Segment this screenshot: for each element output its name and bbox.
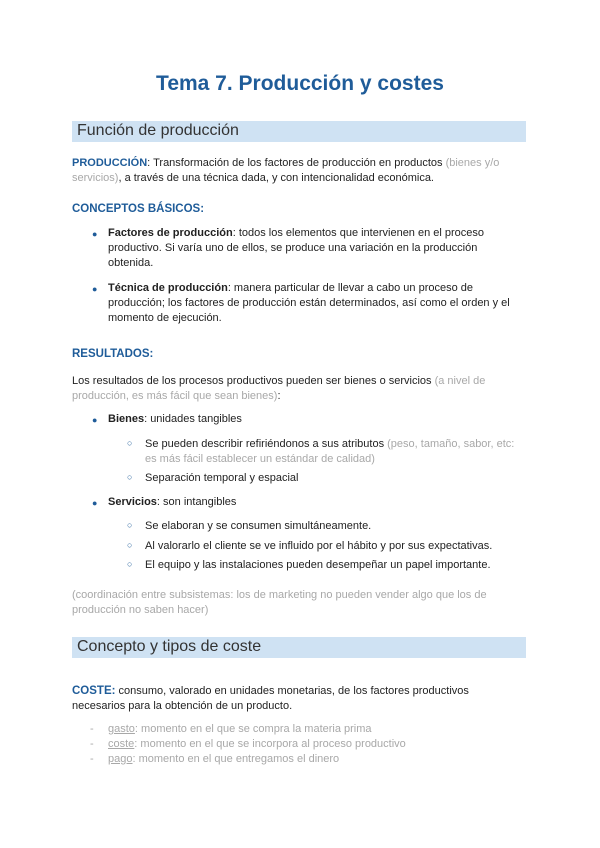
servicios-text: : son intangibles [156, 496, 237, 508]
bienes-item [108, 412, 528, 427]
tipo-text: : momento en el que entregamos el dinero [132, 753, 340, 765]
resultados-text1: Los resultados de los procesos productivos pueden ser bienes o servicios [72, 375, 435, 387]
coordinacion-line: producción no saben hacer) [72, 604, 209, 616]
coordinacion-line: (coordinación entre subsistemas: los de marketing no pueden vender algo que los de [72, 589, 487, 601]
produccion-colon: : [147, 157, 151, 169]
bullet-icon: ● [92, 415, 98, 425]
sub-bullet-icon: ○ [127, 559, 133, 569]
servicios-term: Servicios [108, 496, 157, 508]
conceptos-heading: CONCEPTOS BÁSICOS: [72, 203, 205, 215]
servicios-item [108, 495, 528, 510]
concepto-factores [108, 226, 528, 271]
section-heading-text: Función de producción [77, 122, 239, 139]
bienes-subitem [145, 471, 528, 486]
sub-bullet-icon: ○ [127, 520, 133, 530]
coste-line: consumo, valorado en unidades monetarias, de los factores productivos [115, 685, 469, 697]
tipo-term: pago [108, 753, 133, 765]
dash-bullet: - [90, 753, 94, 765]
produccion-grey2: servicios) [72, 172, 119, 184]
coordinacion-note [72, 588, 527, 618]
tipo-coste-item [108, 753, 339, 765]
servicios-subitem: Se elaboran y se consumen simultáneamente. [145, 520, 372, 532]
tipo-text: : momento en el que se incorpora al proceso productivo [134, 738, 406, 750]
sub-bullet-icon: ○ [127, 540, 133, 550]
bullet-icon: ● [92, 229, 98, 239]
bullet-icon: ● [92, 284, 98, 294]
subitem-text: Se pueden describir refiriéndonos a sus atributos [145, 438, 388, 450]
concepto-line: : todos los elementos que intervienen en el proceso [232, 227, 485, 239]
servicios-subitem: Al valorarlo el cliente se ve influido por el hábito y por sus expectativas. [145, 540, 493, 552]
concepto-line: momento de ejecución. [108, 312, 222, 324]
bullet-icon: ● [92, 498, 98, 508]
produccion-term: PRODUCCIÓN [72, 157, 148, 169]
coste-paragraph [72, 684, 527, 714]
dash-bullet: - [90, 738, 94, 750]
subitem-grey2: es más fácil establecer un estándar de calidad) [145, 453, 375, 465]
tipo-coste-item [108, 738, 406, 750]
coste-line: necesarios para la obtención de un producto. [72, 700, 293, 712]
concepto-line: : manera particular de llevar a cabo un proceso de [227, 282, 474, 294]
produccion-text1: Transformación de los factores de producción en productos [150, 157, 446, 169]
section-heading-concepto-coste [72, 637, 526, 658]
resultados-paragraph [72, 374, 527, 404]
concepto-line: productivo. Si varía uno de ellos, se produce una variación en la producción [108, 242, 478, 254]
tipo-text: : momento en el que se compra la materia prima [134, 723, 372, 735]
concepto-term: Técnica de producción [108, 282, 228, 294]
subitem-grey1: (peso, tamaño, sabor, etc: [387, 438, 515, 450]
resultados-heading: RESULTADOS: [72, 348, 154, 360]
page-title: Tema 7. Producción y costes [156, 72, 444, 95]
concepto-tecnica [108, 281, 528, 326]
section-heading-funcion-produccion [72, 121, 526, 142]
sub-bullet-icon: ○ [127, 438, 133, 448]
produccion-text2: , a través de una técnica dada, y con intencionalidad económica. [118, 172, 434, 184]
resultados-grey1: (a nivel de [434, 375, 486, 387]
bienes-term: Bienes [108, 413, 145, 425]
concepto-line: producción; los factores de producción están determinados, así como el orden y el [108, 297, 510, 309]
section-heading-text: Concepto y tipos de coste [77, 638, 262, 655]
servicios-subitem: El equipo y las instalaciones pueden desempeñar un papel importante. [145, 559, 491, 571]
bienes-subitem [145, 437, 528, 467]
subitem-text: Separación temporal y espacial [145, 472, 299, 484]
produccion-paragraph [72, 156, 527, 186]
tipo-term: coste [108, 738, 135, 750]
bienes-text: : unidades tangibles [144, 413, 242, 425]
tipo-coste-item [108, 723, 372, 735]
tipo-term: gasto [108, 723, 135, 735]
concepto-term: Factores de producción [108, 227, 233, 239]
sub-bullet-icon: ○ [127, 472, 133, 482]
concepto-line: obtenida. [108, 257, 154, 269]
produccion-grey1: (bienes y/o [445, 157, 500, 169]
dash-bullet: - [90, 723, 94, 735]
resultados-text2: : [277, 390, 281, 402]
resultados-grey2: producción, es más fácil que sean bienes) [72, 390, 278, 402]
coste-term: COSTE: [72, 685, 116, 697]
